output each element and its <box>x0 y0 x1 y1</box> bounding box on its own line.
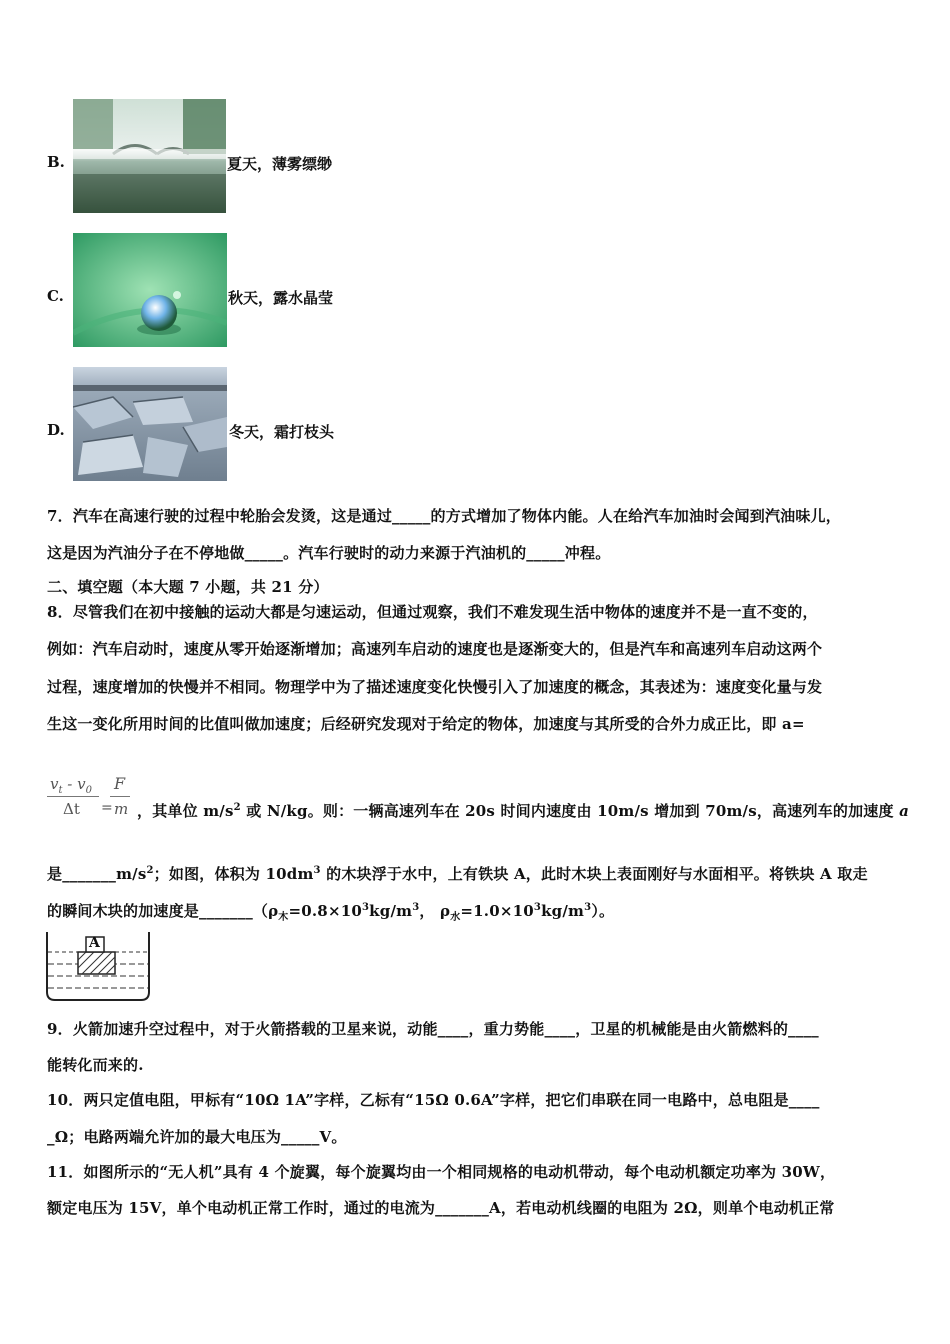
section-title: 二、填空题（本大题 7 小题，共 21 分） <box>47 578 329 596</box>
q9-line-2: 能转化而来的. <box>47 1056 144 1074</box>
dewdrop-on-leaf-photo <box>73 233 227 347</box>
fraction-bar-1 <box>47 796 99 797</box>
q10-line-1: 10．两只定值电阻，甲标有“10Ω 1A”字样，乙标有“15Ω 0.6A”字样，把它们串联在同一电路中，总电阻是____ <box>47 1091 820 1109</box>
misty-bridge-lake-photo <box>73 99 226 213</box>
water-block-diagram <box>45 930 151 1002</box>
option-d-text: 冬天，霜打枝头 <box>229 423 335 441</box>
q11-line-1: 11．如图所示的“无人机”具有 4 个旋翼，每个旋翼均由一个相同规格的电动机带动，每个电动机额定功率为 30W， <box>47 1163 836 1181</box>
option-c-letter: C. <box>47 287 64 305</box>
q7-line-2: 这是因为汽油分子在不停地做_____。汽车行驶时的动力来源于汽油机的_____冲程。 <box>47 544 611 562</box>
ice-illustration <box>73 367 227 481</box>
misty-lake-illustration <box>73 99 226 213</box>
q8-line-1: 8．尽管我们在初中接触的运动大都是匀速运动，但通过观察，我们不难发现生活中物体的速度并不是一直不变的， <box>47 603 818 621</box>
q8-line-4: 生这一变化所用时间的比值叫做加速度；后经研究发现对于给定的物体，加速度与其所受的合外力成正比，即 a= <box>47 715 805 733</box>
formula-denominator-1: Δt <box>63 800 80 818</box>
frozen-lake-ice-photo <box>73 367 227 481</box>
iron-block-label: A <box>89 935 100 951</box>
option-c-text: 秋天，露水晶莹 <box>228 289 334 307</box>
formula-numerator-2: F <box>114 774 126 793</box>
q9-line-1: 9．火箭加速升空过程中，对于火箭搭载的卫星来说，动能____，重力势能____，卫星的机械能是由火箭燃料的____ <box>47 1020 819 1038</box>
q8-line-6: 是$\_\_\_\_\_\_\_m/s^2$；如图，体积为 $10dm^3$ 的木块浮于水中，上有铁块 A，此时木块上表面刚好与水面相平。将铁块 A 取走 <box>47 865 868 883</box>
dewdrop-illustration <box>73 233 227 347</box>
q8-line-5: ，其单位 $m/s^2$ 或 N/kg。则：一辆高速列车在 20s 时间内速度由 10m/s 增加到 70m/s，高速列车的加速度 a <box>137 802 910 820</box>
q7-line-1: 7．汽车在高速行驶的过程中轮胎会发烫，这是通过_____的方式增加了物体内能。人在给汽车加油时会闻到汽油味儿， <box>47 507 841 525</box>
q11-line-2: 额定电压为 15V，单个电动机正常工作时，通过的电流为_______A，若电动机线圈的电阻为 2Ω，则单个电动机正常 <box>47 1199 835 1217</box>
acceleration-formula <box>47 774 137 824</box>
q10-line-2: _Ω；电路两端允许加的最大电压为_____V。 <box>47 1128 347 1146</box>
q8-line-7: 的瞬间木块的加速度是$\_\_\_\_\_\_\_(\rho_木=0.8\times 10^3kg/m^3$， $\rho_水=1.0\times 10^3kg/m^3$）。 <box>47 902 615 923</box>
q8-line-2: 例如：汽车启动时，速度从零开始逐渐增加；高速列车启动的速度也是逐渐变大的，但是汽车和高速列车启动这两个 <box>47 640 823 658</box>
fraction-bar-2 <box>110 796 130 797</box>
formula-numerator-1: $v_t - v_0$ <box>50 775 92 796</box>
option-b-text: 夏天，薄雾缥缈 <box>227 155 333 173</box>
option-b-letter: B. <box>47 153 65 171</box>
formula-denominator-2: m <box>114 800 129 818</box>
q8-line-3: 过程，速度增加的快慢并不相同。物理学中为了描述速度变化快慢引入了加速度的概念，其表述为：速度变化量与发 <box>47 678 823 696</box>
formula-equals: = <box>101 800 113 816</box>
option-d-letter: D. <box>47 421 65 439</box>
